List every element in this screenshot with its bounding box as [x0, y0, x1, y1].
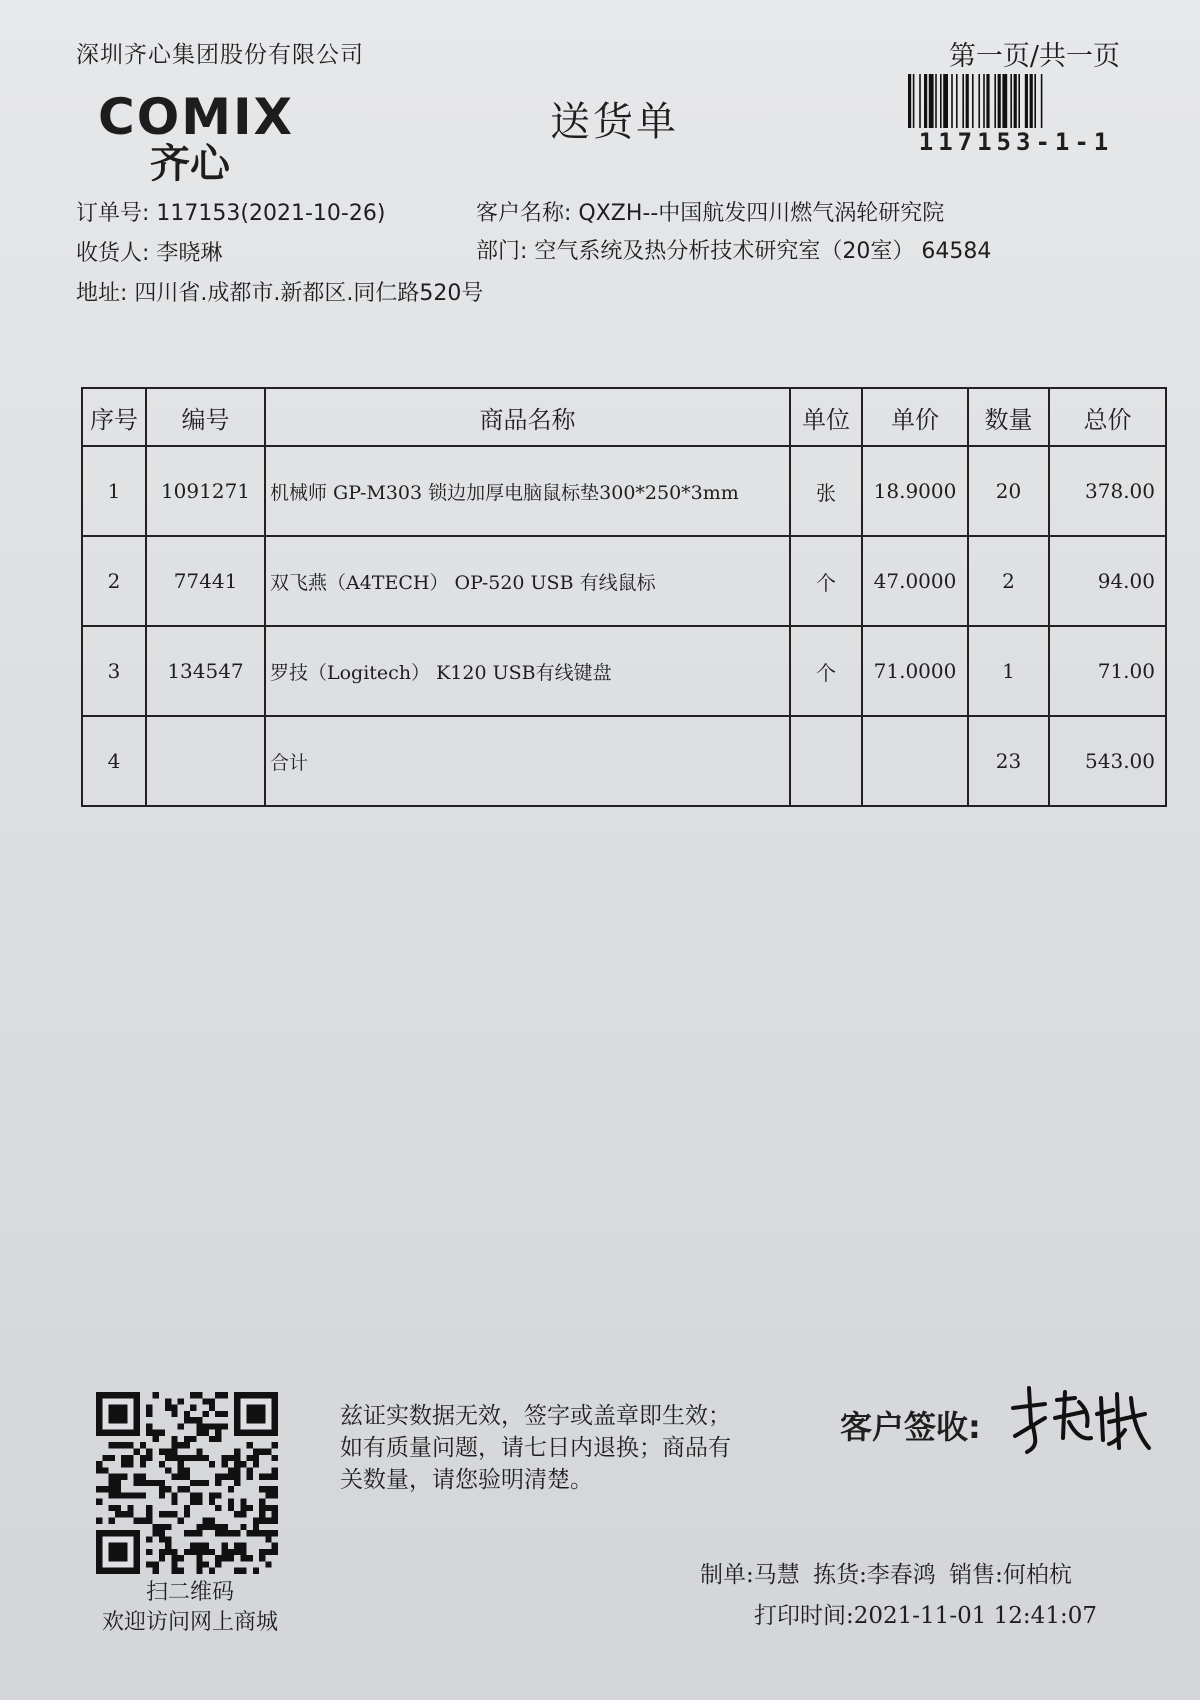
cell-total: 94.00: [1049, 536, 1166, 626]
qr-code: [96, 1392, 278, 1574]
department-line: [476, 234, 991, 265]
header-unit-price: 单价: [862, 388, 968, 446]
address-label: 地址:: [76, 281, 128, 306]
cell-code: 1091271: [146, 446, 265, 536]
cell-seq: 3: [82, 626, 146, 716]
address-value: 四川省.成都市.新都区.同仁路520号: [134, 281, 484, 306]
receiver-label: 收货人:: [76, 241, 150, 266]
cell-quantity: 1: [968, 626, 1049, 716]
qr-caption-welcome: 欢迎访问网上商城: [101, 1610, 278, 1635]
cell-unit: 张: [790, 446, 862, 536]
header-unit: 单位: [790, 388, 862, 446]
department-value: 空气系统及热分析技术研究室（20室） 64584: [534, 239, 992, 264]
cell-unit: 个: [790, 536, 862, 626]
address-line: [76, 276, 483, 307]
customer-signature: [1005, 1378, 1155, 1458]
picker: 拣货:李春鸿: [813, 1562, 936, 1588]
header-product-name: 商品名称: [265, 388, 790, 446]
cell-code: 77441: [146, 536, 265, 626]
barcode: [908, 74, 1124, 128]
cell-unit-price: 18.9000: [862, 446, 968, 536]
table-header-row: [82, 388, 1166, 446]
cell-product-name: 机械师 GP-M303 锁边加厚电脑鼠标垫300*250*3mm: [265, 446, 790, 536]
staff-line: [700, 1556, 1078, 1589]
qr-caption: [70, 1578, 310, 1638]
cell-code: 134547: [146, 626, 265, 716]
customer-value: QXZH--中国航发四川燃气涡轮研究院: [578, 201, 945, 226]
table-row: [82, 446, 1166, 536]
customer-sign-label: 客户签收:: [840, 1408, 981, 1446]
cell-seq: 1: [82, 446, 146, 536]
cell-product-name: 双飞燕（A4TECH） OP-520 USB 有线鼠标: [265, 536, 790, 626]
cell-product-name: 罗技（Logitech） K120 USB有线键盘: [265, 626, 790, 716]
cell-total: 378.00: [1049, 446, 1166, 536]
cell-total-label: 合计: [265, 716, 790, 806]
logo-brand: COMIX: [98, 88, 295, 146]
cell-unit: [790, 716, 862, 806]
goods-table: [81, 387, 1167, 807]
table-row: [82, 626, 1166, 716]
cell-total-quantity: 23: [968, 716, 1049, 806]
cell-unit: 个: [790, 626, 862, 716]
cell-seq: 2: [82, 536, 146, 626]
table-row-total: [82, 716, 1166, 806]
print-time: 打印时间:2021-11-01 12:41:07: [754, 1603, 1097, 1629]
company-logo: [98, 88, 328, 187]
department-label: 部门:: [476, 239, 528, 264]
qr-caption-scan: 扫二维码: [145, 1580, 234, 1605]
cell-unit-price: 71.0000: [862, 626, 968, 716]
table-row: [82, 536, 1166, 626]
header-seq: 序号: [82, 388, 146, 446]
company-name: 深圳齐心集团股份有限公司: [76, 42, 364, 68]
cell-seq: 4: [82, 716, 146, 806]
page-indicator: 第一页/共一页: [948, 41, 1120, 72]
customer-label: 客户名称:: [476, 201, 572, 226]
cell-unit-price: 47.0000: [862, 536, 968, 626]
cell-quantity: 2: [968, 536, 1049, 626]
cell-quantity: 20: [968, 446, 1049, 536]
notice-text: 兹证实数据无效，签字或盖章即生效；如有质量问题，请七日内退换；商品有关数量，请您验明清楚。: [340, 1403, 731, 1493]
logo-chinese: 齐心: [150, 141, 230, 187]
receiver-line: [76, 236, 222, 267]
receiver-value: 李晓琳: [156, 241, 223, 266]
barcode-number: 117153-1-1: [918, 128, 1114, 156]
order-number-line: [76, 196, 385, 227]
cell-total: 71.00: [1049, 626, 1166, 716]
cell-code: [146, 716, 265, 806]
header-total: 总价: [1049, 388, 1166, 446]
maker: 制单:马慧: [700, 1562, 800, 1588]
customer-line: [476, 196, 944, 227]
cell-unit-price: [862, 716, 968, 806]
sales: 销售:何柏杭: [949, 1562, 1072, 1588]
order-number-label: 订单号:: [76, 201, 150, 226]
header-code: 编号: [146, 388, 265, 446]
document-title: 送货单: [550, 99, 679, 145]
order-number-value: 117153(2021-10-26): [156, 201, 386, 226]
header-quantity: 数量: [968, 388, 1049, 446]
cell-grand-total: 543.00: [1049, 716, 1166, 806]
